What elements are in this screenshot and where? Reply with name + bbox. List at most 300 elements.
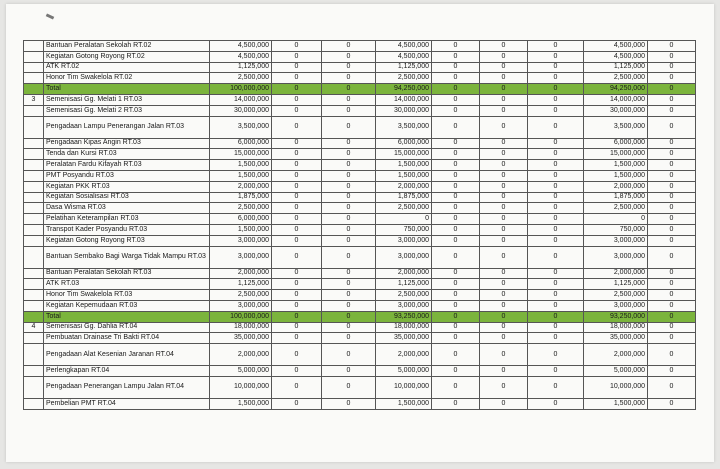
table-row xyxy=(24,235,696,246)
cell-col-7: 0 xyxy=(528,235,584,246)
cell-anggaran: 4,500,000 xyxy=(210,51,272,62)
cell-col-2: 0 xyxy=(272,290,322,301)
cell-col-6: 0 xyxy=(480,290,528,301)
cell-anggaran: 2,000,000 xyxy=(210,268,272,279)
cell-no xyxy=(24,181,44,192)
cell-jumlah: 1,875,000 xyxy=(584,192,648,203)
cell-col-5: 0 xyxy=(432,192,480,203)
cell-no xyxy=(24,268,44,279)
table-row xyxy=(24,94,696,105)
cell-col-9: 0 xyxy=(648,224,696,235)
table-row xyxy=(24,268,696,279)
cell-col-3: 0 xyxy=(322,333,376,344)
cell-col-9: 0 xyxy=(648,181,696,192)
cell-realisasi: 94,250,000 xyxy=(376,84,432,95)
cell-col-3: 0 xyxy=(322,268,376,279)
cell-anggaran: 1,500,000 xyxy=(210,398,272,409)
cell-jumlah: 2,500,000 xyxy=(584,290,648,301)
cell-col-7: 0 xyxy=(528,268,584,279)
cell-jumlah: 4,500,000 xyxy=(584,51,648,62)
cell-col-3: 0 xyxy=(322,160,376,171)
cell-col-9: 0 xyxy=(648,203,696,214)
cell-no xyxy=(24,51,44,62)
cell-col-2: 0 xyxy=(272,268,322,279)
cell-anggaran: 6,000,000 xyxy=(210,214,272,225)
cell-col-7: 0 xyxy=(528,203,584,214)
cell-uraian: Pengadaan Alat Kesenian Jaranan RT.04 xyxy=(44,344,210,366)
cell-col-3: 0 xyxy=(322,366,376,377)
table-body xyxy=(24,41,696,410)
pen-mark xyxy=(46,13,55,19)
cell-col-9: 0 xyxy=(648,398,696,409)
cell-uraian: Pembelian PMT RT.04 xyxy=(44,398,210,409)
cell-col-9: 0 xyxy=(648,290,696,301)
cell-anggaran: 1,500,000 xyxy=(210,224,272,235)
cell-col-5: 0 xyxy=(432,344,480,366)
table-row xyxy=(24,51,696,62)
cell-no xyxy=(24,366,44,377)
cell-col-7: 0 xyxy=(528,73,584,84)
cell-jumlah: 3,000,000 xyxy=(584,300,648,311)
cell-uraian: Kegiatan Kepemudaan RT.03 xyxy=(44,300,210,311)
cell-no xyxy=(24,246,44,268)
cell-realisasi: 3,000,000 xyxy=(376,300,432,311)
cell-anggaran: 3,000,000 xyxy=(210,300,272,311)
cell-no xyxy=(24,235,44,246)
cell-realisasi: 35,000,000 xyxy=(376,333,432,344)
cell-col-6: 0 xyxy=(480,149,528,160)
cell-col-2: 0 xyxy=(272,94,322,105)
cell-col-3: 0 xyxy=(322,116,376,138)
cell-anggaran: 2,500,000 xyxy=(210,203,272,214)
cell-realisasi: 2,000,000 xyxy=(376,181,432,192)
cell-col-9: 0 xyxy=(648,149,696,160)
cell-jumlah: 10,000,000 xyxy=(584,376,648,398)
cell-col-3: 0 xyxy=(322,300,376,311)
cell-col-9: 0 xyxy=(648,214,696,225)
table-total-row xyxy=(24,84,696,95)
cell-uraian: Pengadaan Kipas Angin RT.03 xyxy=(44,138,210,149)
cell-col-3: 0 xyxy=(322,279,376,290)
table-row xyxy=(24,203,696,214)
cell-no xyxy=(24,290,44,301)
cell-realisasi: 1,500,000 xyxy=(376,160,432,171)
cell-col-9: 0 xyxy=(648,192,696,203)
cell-anggaran: 1,125,000 xyxy=(210,279,272,290)
cell-col-5: 0 xyxy=(432,366,480,377)
table-row xyxy=(24,376,696,398)
table-row xyxy=(24,181,696,192)
cell-col-2: 0 xyxy=(272,149,322,160)
table-row xyxy=(24,116,696,138)
cell-col-2: 0 xyxy=(272,51,322,62)
cell-no xyxy=(24,41,44,52)
cell-col-5: 0 xyxy=(432,300,480,311)
cell-uraian: Pembuatan Drainase Tri Bakti RT.04 xyxy=(44,333,210,344)
cell-no xyxy=(24,398,44,409)
cell-anggaran: 15,000,000 xyxy=(210,149,272,160)
cell-anggaran: 2,500,000 xyxy=(210,73,272,84)
cell-col-5: 0 xyxy=(432,116,480,138)
table-row xyxy=(24,214,696,225)
cell-uraian: Kegiatan PKK RT.03 xyxy=(44,181,210,192)
cell-no xyxy=(24,214,44,225)
cell-jumlah: 18,000,000 xyxy=(584,322,648,333)
cell-anggaran: 5,000,000 xyxy=(210,366,272,377)
cell-col-3: 0 xyxy=(322,51,376,62)
cell-col-6: 0 xyxy=(480,398,528,409)
cell-col-3: 0 xyxy=(322,214,376,225)
cell-col-5: 0 xyxy=(432,94,480,105)
cell-jumlah: 1,500,000 xyxy=(584,398,648,409)
cell-no xyxy=(24,311,44,322)
cell-col-7: 0 xyxy=(528,366,584,377)
cell-col-5: 0 xyxy=(432,235,480,246)
table-row xyxy=(24,279,696,290)
cell-jumlah: 14,000,000 xyxy=(584,94,648,105)
cell-col-2: 0 xyxy=(272,376,322,398)
cell-col-2: 0 xyxy=(272,62,322,73)
cell-col-3: 0 xyxy=(322,203,376,214)
cell-realisasi: 10,000,000 xyxy=(376,376,432,398)
cell-col-6: 0 xyxy=(480,181,528,192)
cell-realisasi: 3,500,000 xyxy=(376,116,432,138)
cell-col-7: 0 xyxy=(528,333,584,344)
cell-col-6: 0 xyxy=(480,84,528,95)
table-row xyxy=(24,300,696,311)
cell-col-9: 0 xyxy=(648,51,696,62)
cell-col-3: 0 xyxy=(322,41,376,52)
cell-col-6: 0 xyxy=(480,366,528,377)
cell-col-6: 0 xyxy=(480,105,528,116)
cell-col-9: 0 xyxy=(648,235,696,246)
cell-col-9: 0 xyxy=(648,311,696,322)
cell-col-9: 0 xyxy=(648,268,696,279)
cell-col-3: 0 xyxy=(322,181,376,192)
cell-col-6: 0 xyxy=(480,333,528,344)
cell-col-5: 0 xyxy=(432,51,480,62)
cell-col-5: 0 xyxy=(432,41,480,52)
cell-realisasi: 0 xyxy=(376,214,432,225)
cell-realisasi: 2,000,000 xyxy=(376,268,432,279)
cell-col-2: 0 xyxy=(272,138,322,149)
cell-col-2: 0 xyxy=(272,170,322,181)
cell-col-3: 0 xyxy=(322,224,376,235)
table-row xyxy=(24,149,696,160)
cell-col-3: 0 xyxy=(322,376,376,398)
cell-no xyxy=(24,333,44,344)
cell-jumlah: 0 xyxy=(584,214,648,225)
cell-uraian: Kegiatan Gotong Royong RT.02 xyxy=(44,51,210,62)
document-page xyxy=(6,4,714,462)
cell-col-5: 0 xyxy=(432,268,480,279)
cell-col-7: 0 xyxy=(528,160,584,171)
cell-col-6: 0 xyxy=(480,160,528,171)
cell-col-2: 0 xyxy=(272,344,322,366)
cell-col-5: 0 xyxy=(432,290,480,301)
cell-col-7: 0 xyxy=(528,94,584,105)
cell-uraian: Total xyxy=(44,84,210,95)
cell-col-6: 0 xyxy=(480,322,528,333)
cell-col-5: 0 xyxy=(432,376,480,398)
cell-col-9: 0 xyxy=(648,376,696,398)
cell-no xyxy=(24,224,44,235)
cell-col-2: 0 xyxy=(272,105,322,116)
cell-anggaran: 10,000,000 xyxy=(210,376,272,398)
cell-col-5: 0 xyxy=(432,333,480,344)
cell-col-3: 0 xyxy=(322,192,376,203)
cell-col-7: 0 xyxy=(528,51,584,62)
cell-realisasi: 14,000,000 xyxy=(376,94,432,105)
cell-realisasi: 4,500,000 xyxy=(376,51,432,62)
cell-col-2: 0 xyxy=(272,160,322,171)
cell-col-6: 0 xyxy=(480,170,528,181)
cell-uraian: ATK RT.02 xyxy=(44,62,210,73)
cell-col-9: 0 xyxy=(648,73,696,84)
cell-col-3: 0 xyxy=(322,311,376,322)
cell-realisasi: 15,000,000 xyxy=(376,149,432,160)
cell-col-3: 0 xyxy=(322,105,376,116)
cell-anggaran: 1,875,000 xyxy=(210,192,272,203)
budget-table xyxy=(23,40,696,410)
cell-col-7: 0 xyxy=(528,376,584,398)
cell-uraian: Pengadaan Penerangan Lampu Jalan RT.04 xyxy=(44,376,210,398)
table-row xyxy=(24,105,696,116)
table-row xyxy=(24,246,696,268)
cell-uraian: Dasa Wisma RT.03 xyxy=(44,203,210,214)
cell-col-6: 0 xyxy=(480,224,528,235)
cell-col-6: 0 xyxy=(480,300,528,311)
cell-uraian: Honor Tim Swakelola RT.03 xyxy=(44,290,210,301)
cell-col-5: 0 xyxy=(432,170,480,181)
cell-no xyxy=(24,376,44,398)
cell-col-5: 0 xyxy=(432,138,480,149)
cell-jumlah: 93,250,000 xyxy=(584,311,648,322)
cell-col-5: 0 xyxy=(432,214,480,225)
cell-anggaran: 2,000,000 xyxy=(210,181,272,192)
cell-col-3: 0 xyxy=(322,170,376,181)
cell-uraian: Kegiatan Sosialisasi RT.03 xyxy=(44,192,210,203)
table-row xyxy=(24,322,696,333)
cell-no: 4 xyxy=(24,322,44,333)
cell-realisasi: 3,000,000 xyxy=(376,235,432,246)
cell-col-6: 0 xyxy=(480,192,528,203)
cell-no xyxy=(24,170,44,181)
cell-col-6: 0 xyxy=(480,246,528,268)
cell-col-7: 0 xyxy=(528,41,584,52)
cell-no xyxy=(24,62,44,73)
cell-no xyxy=(24,300,44,311)
cell-no xyxy=(24,203,44,214)
cell-col-3: 0 xyxy=(322,149,376,160)
cell-col-3: 0 xyxy=(322,73,376,84)
table-row xyxy=(24,192,696,203)
cell-col-3: 0 xyxy=(322,398,376,409)
cell-jumlah: 1,125,000 xyxy=(584,62,648,73)
cell-jumlah: 2,000,000 xyxy=(584,181,648,192)
cell-col-5: 0 xyxy=(432,160,480,171)
cell-col-3: 0 xyxy=(322,138,376,149)
cell-col-5: 0 xyxy=(432,181,480,192)
cell-uraian: Peralatan Fardu Kifayah RT.03 xyxy=(44,160,210,171)
table-row xyxy=(24,138,696,149)
cell-col-6: 0 xyxy=(480,41,528,52)
cell-col-5: 0 xyxy=(432,224,480,235)
cell-uraian: Semenisasi Gg. Melati 2 RT.03 xyxy=(44,105,210,116)
cell-col-9: 0 xyxy=(648,116,696,138)
cell-realisasi: 5,000,000 xyxy=(376,366,432,377)
cell-col-5: 0 xyxy=(432,73,480,84)
cell-no xyxy=(24,138,44,149)
cell-uraian: PMT Posyandu RT.03 xyxy=(44,170,210,181)
cell-col-9: 0 xyxy=(648,300,696,311)
cell-col-7: 0 xyxy=(528,105,584,116)
cell-col-7: 0 xyxy=(528,170,584,181)
cell-col-9: 0 xyxy=(648,344,696,366)
cell-anggaran: 1,500,000 xyxy=(210,170,272,181)
cell-no xyxy=(24,149,44,160)
cell-realisasi: 93,250,000 xyxy=(376,311,432,322)
cell-uraian: Transpot Kader Posyandu RT.03 xyxy=(44,224,210,235)
cell-col-5: 0 xyxy=(432,84,480,95)
cell-col-7: 0 xyxy=(528,84,584,95)
cell-jumlah: 1,500,000 xyxy=(584,160,648,171)
cell-col-2: 0 xyxy=(272,235,322,246)
cell-no xyxy=(24,160,44,171)
cell-col-2: 0 xyxy=(272,181,322,192)
cell-jumlah: 30,000,000 xyxy=(584,105,648,116)
cell-col-6: 0 xyxy=(480,73,528,84)
cell-col-9: 0 xyxy=(648,170,696,181)
cell-realisasi: 2,000,000 xyxy=(376,344,432,366)
cell-anggaran: 4,500,000 xyxy=(210,41,272,52)
cell-realisasi: 1,875,000 xyxy=(376,192,432,203)
cell-col-6: 0 xyxy=(480,94,528,105)
cell-realisasi: 30,000,000 xyxy=(376,105,432,116)
cell-col-6: 0 xyxy=(480,376,528,398)
table-row xyxy=(24,398,696,409)
cell-col-5: 0 xyxy=(432,62,480,73)
cell-col-2: 0 xyxy=(272,41,322,52)
cell-uraian: Bantuan Peralatan Sekolah RT.03 xyxy=(44,268,210,279)
cell-col-2: 0 xyxy=(272,333,322,344)
cell-anggaran: 3,000,000 xyxy=(210,246,272,268)
cell-no xyxy=(24,84,44,95)
cell-col-6: 0 xyxy=(480,51,528,62)
cell-realisasi: 1,500,000 xyxy=(376,170,432,181)
cell-no xyxy=(24,192,44,203)
cell-realisasi: 1,125,000 xyxy=(376,279,432,290)
cell-col-7: 0 xyxy=(528,246,584,268)
cell-col-7: 0 xyxy=(528,279,584,290)
cell-col-9: 0 xyxy=(648,333,696,344)
cell-uraian: ATK RT.03 xyxy=(44,279,210,290)
cell-jumlah: 1,500,000 xyxy=(584,170,648,181)
cell-uraian: Honor Tim Swakelola RT.02 xyxy=(44,73,210,84)
cell-anggaran: 100,000,000 xyxy=(210,311,272,322)
cell-uraian: Pelatihan Keterampilan RT.03 xyxy=(44,214,210,225)
cell-col-7: 0 xyxy=(528,138,584,149)
table-row xyxy=(24,224,696,235)
cell-col-9: 0 xyxy=(648,322,696,333)
cell-col-9: 0 xyxy=(648,138,696,149)
cell-anggaran: 1,500,000 xyxy=(210,160,272,171)
cell-realisasi: 1,125,000 xyxy=(376,62,432,73)
cell-no xyxy=(24,73,44,84)
cell-jumlah: 94,250,000 xyxy=(584,84,648,95)
cell-anggaran: 2,500,000 xyxy=(210,290,272,301)
cell-uraian: Semenisasi Gg. Melati 1 RT.03 xyxy=(44,94,210,105)
cell-jumlah: 35,000,000 xyxy=(584,333,648,344)
cell-no xyxy=(24,105,44,116)
cell-col-9: 0 xyxy=(648,160,696,171)
cell-col-3: 0 xyxy=(322,94,376,105)
cell-jumlah: 3,000,000 xyxy=(584,246,648,268)
cell-anggaran: 100,000,000 xyxy=(210,84,272,95)
cell-col-9: 0 xyxy=(648,94,696,105)
cell-realisasi: 2,500,000 xyxy=(376,203,432,214)
cell-col-7: 0 xyxy=(528,398,584,409)
cell-anggaran: 18,000,000 xyxy=(210,322,272,333)
cell-uraian: Total xyxy=(44,311,210,322)
cell-col-2: 0 xyxy=(272,224,322,235)
cell-col-2: 0 xyxy=(272,311,322,322)
cell-jumlah: 6,000,000 xyxy=(584,138,648,149)
cell-col-9: 0 xyxy=(648,246,696,268)
cell-col-6: 0 xyxy=(480,214,528,225)
cell-col-7: 0 xyxy=(528,224,584,235)
cell-col-2: 0 xyxy=(272,73,322,84)
cell-jumlah: 1,125,000 xyxy=(584,279,648,290)
cell-realisasi: 18,000,000 xyxy=(376,322,432,333)
cell-col-6: 0 xyxy=(480,62,528,73)
cell-anggaran: 6,000,000 xyxy=(210,138,272,149)
cell-col-3: 0 xyxy=(322,62,376,73)
cell-col-6: 0 xyxy=(480,203,528,214)
cell-col-9: 0 xyxy=(648,41,696,52)
cell-realisasi: 4,500,000 xyxy=(376,41,432,52)
cell-col-7: 0 xyxy=(528,149,584,160)
cell-col-3: 0 xyxy=(322,322,376,333)
cell-col-7: 0 xyxy=(528,300,584,311)
table-row xyxy=(24,62,696,73)
cell-col-7: 0 xyxy=(528,322,584,333)
cell-col-6: 0 xyxy=(480,344,528,366)
cell-anggaran: 3,500,000 xyxy=(210,116,272,138)
cell-realisasi: 2,500,000 xyxy=(376,290,432,301)
cell-anggaran: 1,125,000 xyxy=(210,62,272,73)
cell-col-5: 0 xyxy=(432,279,480,290)
cell-col-6: 0 xyxy=(480,235,528,246)
cell-no xyxy=(24,344,44,366)
cell-col-2: 0 xyxy=(272,279,322,290)
cell-col-2: 0 xyxy=(272,116,322,138)
cell-col-5: 0 xyxy=(432,246,480,268)
cell-col-9: 0 xyxy=(648,84,696,95)
cell-realisasi: 6,000,000 xyxy=(376,138,432,149)
cell-col-9: 0 xyxy=(648,279,696,290)
cell-col-2: 0 xyxy=(272,398,322,409)
cell-col-7: 0 xyxy=(528,290,584,301)
cell-col-2: 0 xyxy=(272,214,322,225)
table-row xyxy=(24,160,696,171)
cell-col-6: 0 xyxy=(480,138,528,149)
cell-col-2: 0 xyxy=(272,322,322,333)
cell-anggaran: 30,000,000 xyxy=(210,105,272,116)
cell-col-2: 0 xyxy=(272,246,322,268)
table-row xyxy=(24,344,696,366)
cell-col-5: 0 xyxy=(432,149,480,160)
